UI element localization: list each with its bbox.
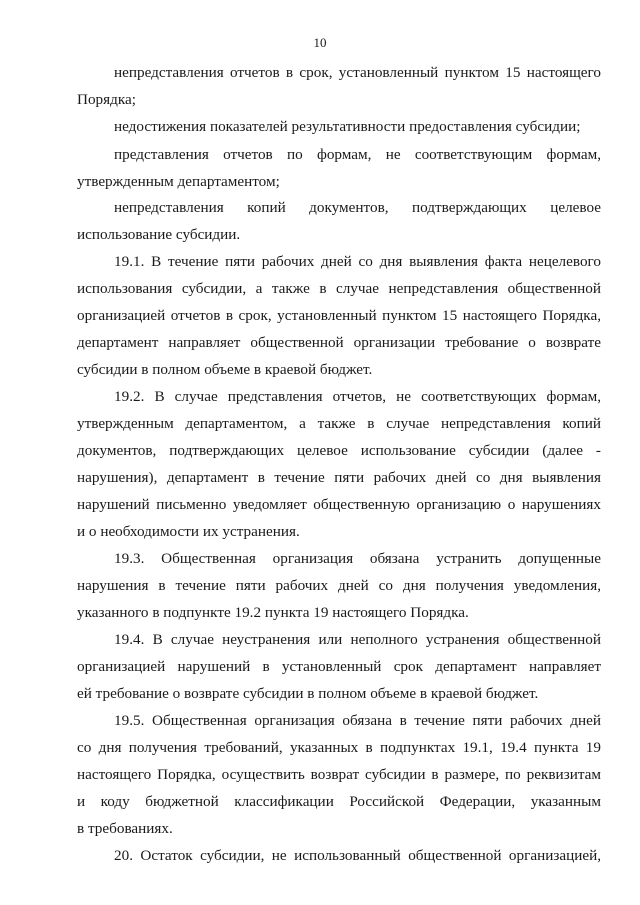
- text-line: использование субсидии.: [77, 226, 241, 243]
- text-line: субсидии в полном объеме в краевой бюджет.: [77, 361, 373, 378]
- text-line: нарушения), департамент в течение пяти рабочих дней со дня выявления: [77, 469, 601, 486]
- text-line: утвержденным департаментом;: [77, 173, 280, 190]
- text-line: недостижения показателей результативности предоставления субсидии;: [114, 118, 581, 135]
- text-line: документов, подтверждающих целевое использование субсидии (далее -: [77, 442, 601, 459]
- text-line: нарушения в течение пяти рабочих дней со дня получения уведомления,: [77, 577, 601, 594]
- text-line: 19.1. В течение пяти рабочих дней со дня выявления факта нецелевого: [114, 253, 601, 270]
- page-number: 10: [313, 35, 327, 50]
- text-line: утвержденным департаментом, а также в случае непредставления копий: [77, 415, 601, 432]
- text-line: представления отчетов по формам, не соответствующим формам,: [114, 146, 601, 163]
- text-line: настоящего Порядка, осуществить возврат субсидии в размере, по реквизитам: [77, 766, 601, 783]
- text-line: непредставления копий документов, подтверждающих целевое: [114, 199, 601, 216]
- text-line: и коду бюджетной классификации Российской Федерации, указанным: [77, 793, 601, 810]
- text-line: нарушений письменно уведомляет общественную организацию о нарушениях: [77, 496, 601, 513]
- text-line: указанного в подпункте 19.2 пункта 19 настоящего Порядка.: [77, 604, 469, 621]
- text-line: ей требование о возврате субсидии в полном объеме в краевой бюджет.: [77, 685, 539, 702]
- text-line: в требованиях.: [77, 820, 173, 837]
- text-line: со дня получения требований, указанных в подпунктах 19.1, 19.4 пункта 19: [77, 739, 601, 756]
- text-line: и о необходимости их устранения.: [77, 523, 300, 540]
- text-line: 19.3. Общественная организация обязана устранить допущенные: [114, 550, 601, 567]
- text-line: непредставления отчетов в срок, установленный пунктом 15 настоящего: [114, 64, 601, 81]
- text-line: использования субсидии, а также в случае непредставления общественной: [77, 280, 601, 297]
- text-line: департамент направляет общественной организации требование о возврате: [77, 334, 601, 351]
- text-line: 19.2. В случае представления отчетов, не соответствующих формам,: [114, 388, 601, 405]
- text-line: 19.4. В случае неустранения или неполного устранения общественной: [114, 631, 601, 648]
- text-line: 20. Остаток субсидии, не использованный общественной организацией,: [114, 847, 601, 864]
- text-line: Порядка;: [77, 91, 136, 108]
- text-line: организацией нарушений в установленный срок департамент направляет: [77, 658, 601, 675]
- text-line: организацией отчетов в срок, установленный пунктом 15 настоящего Порядка,: [77, 307, 601, 324]
- text-line: 19.5. Общественная организация обязана в течение пяти рабочих дней: [114, 712, 601, 729]
